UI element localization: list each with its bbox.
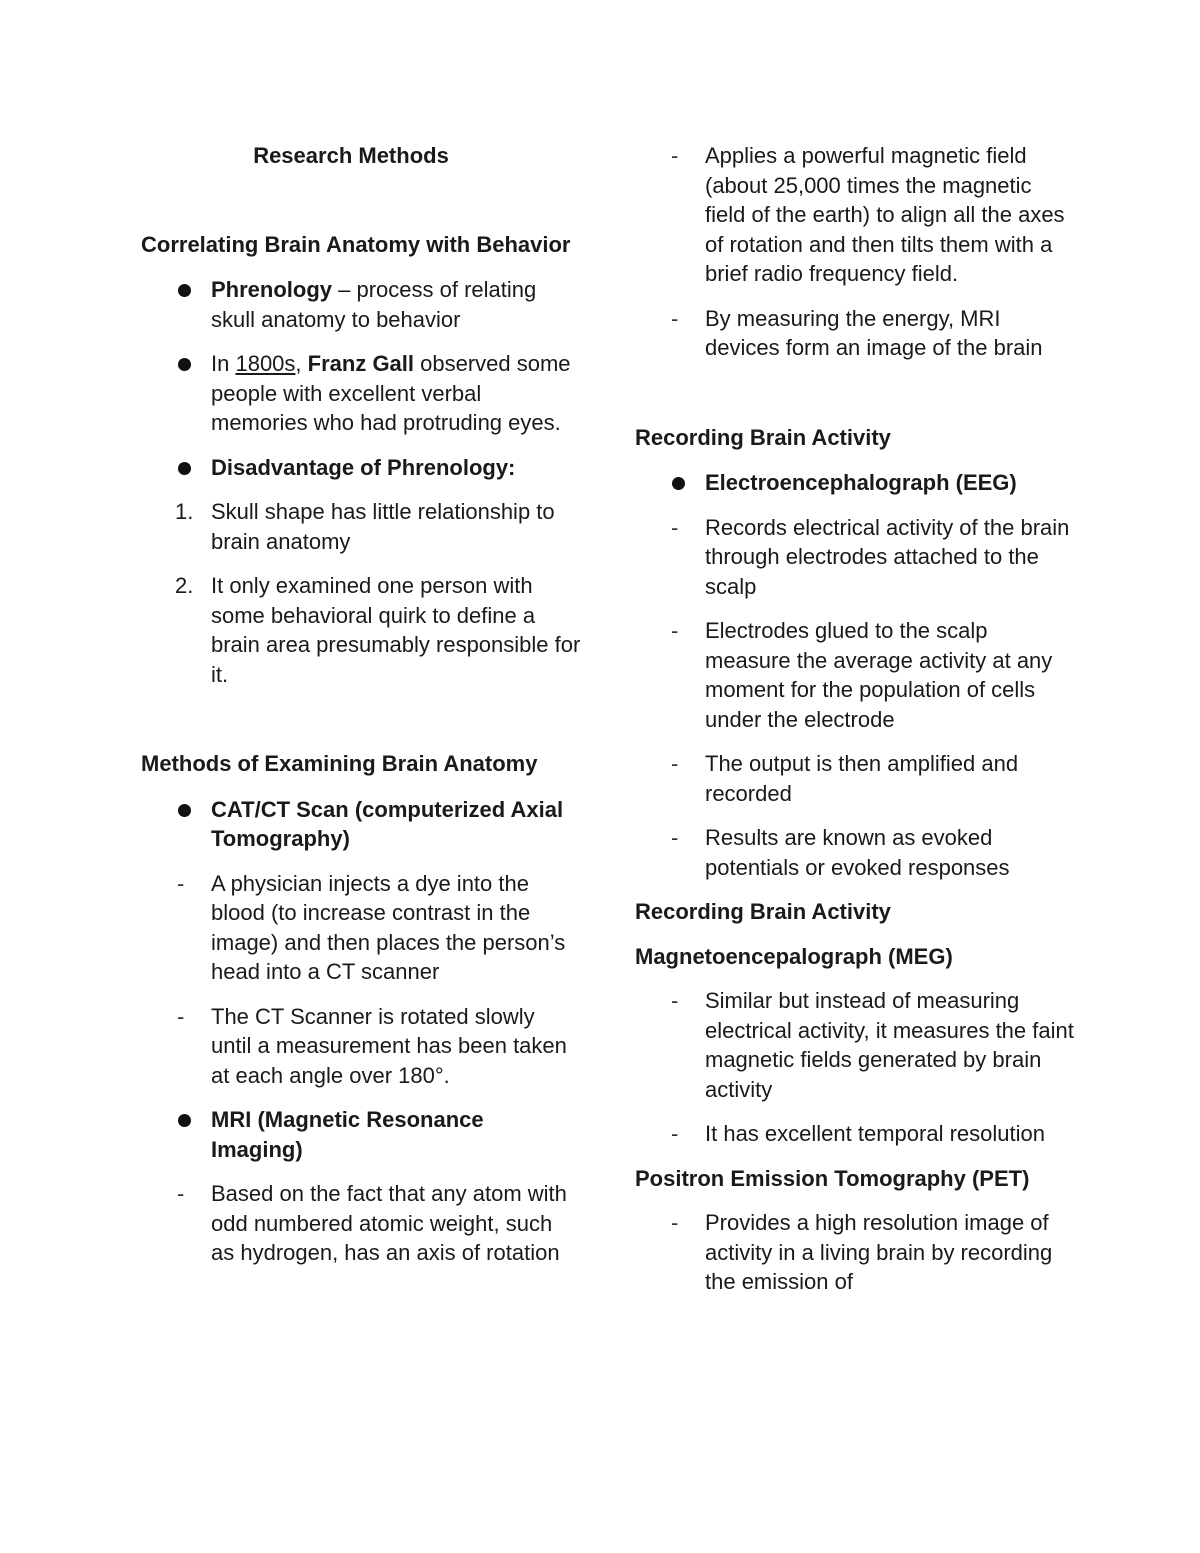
dash-marker: -	[671, 825, 679, 850]
bullet-mri	[141, 1105, 581, 1164]
dash-marker: -	[671, 514, 679, 540]
section-heading-recording: Recording Brain Activity	[635, 424, 891, 450]
dash-marker: -	[671, 1210, 679, 1235]
dash-item-text: Applies a powerful magnetic field (about 25,000 times the magnetic field of the earth) to align all the axes of rotation and then tilts them with a brief radio frequency field.	[705, 143, 1065, 286]
dash-item-pet-1	[635, 1208, 1075, 1297]
numbered-item-2	[141, 571, 581, 689]
dash-item-text: By measuring the energy, MRI devices form an image of the brain	[705, 305, 1043, 360]
numbered-item-text: It only examined one person with some behavioral quirk to define a brain area presumably responsible for it.	[211, 573, 581, 687]
dash-marker: -	[177, 870, 185, 896]
dash-marker: -	[671, 1121, 679, 1146]
bullet-dot-icon	[178, 804, 191, 817]
bullet-ct-scan	[141, 795, 581, 854]
section-heading-examining: Methods of Examining Brain Anatomy	[141, 751, 538, 776]
term-phrenology: Phrenology	[211, 277, 333, 302]
dash-marker: -	[671, 988, 679, 1013]
phrenology-definition: – process of relating skull anatomy to behavior	[211, 277, 537, 332]
dash-item-text: Provides a high resolution image of activity in a living brain by recording the emission of	[705, 1210, 1053, 1294]
mri-title: MRI (Magnetic Resonance Imaging)	[211, 1107, 484, 1162]
dash-item-text: Similar but instead of measuring electrical activity, it measures the faint magnetic fields generated by brain activity	[705, 988, 1074, 1102]
bullet-dot-icon	[672, 477, 685, 490]
dash-item-text: It has excellent temporal resolution	[705, 1121, 1045, 1146]
bullet-eeg	[635, 468, 1075, 498]
bullet-franz-gall	[141, 349, 581, 438]
bullet-phrenology	[141, 275, 581, 334]
section-heading-pet: Positron Emission Tomography (PET)	[635, 1165, 1030, 1191]
gall-in: In	[211, 351, 236, 376]
numbered-item-text: Skull shape has little relationship to brain anatomy	[211, 499, 555, 554]
dash-item-text: A physician injects a dye into the blood (to increase contrast in the image) and then places the person’s head into a CT scanner	[211, 870, 566, 984]
dash-item-ct-1	[141, 869, 581, 987]
bullet-disadvantage	[141, 453, 581, 483]
dash-item-mri-1	[141, 1179, 581, 1268]
dash-marker: -	[671, 751, 679, 776]
bullet-dot-icon	[178, 1114, 191, 1127]
disadvantage-label: Disadvantage of Phrenology:	[211, 454, 516, 480]
dash-item-text: The CT Scanner is rotated slowly until a measurement has been taken at each angle over 180°.	[211, 1003, 567, 1088]
section-heading-correlating: Correlating Brain Anatomy with Behavior	[141, 231, 571, 257]
gall-name: Franz Gall	[307, 351, 415, 376]
dash-item-eeg-4	[635, 823, 1075, 882]
dash-item-eeg-3	[635, 749, 1075, 808]
dash-marker: -	[671, 618, 679, 643]
right-column	[635, 141, 1075, 1297]
numbered-item-1	[141, 497, 581, 556]
gall-rest: observed some people with excellent verbal memories who had protruding eyes.	[211, 351, 571, 435]
dash-item-mri-2	[635, 141, 1075, 289]
dash-item-meg-2	[635, 1119, 1075, 1149]
dash-marker: -	[177, 1181, 185, 1206]
number-marker: 1.	[175, 499, 194, 524]
section-heading-recording-2: Recording Brain Activity	[635, 899, 891, 924]
ct-title: CAT/CT Scan (computerized Axial Tomography)	[211, 796, 564, 851]
eeg-title: Electroencephalograph (EEG)	[705, 470, 1017, 495]
dash-item-text: Electrodes glued to the scalp measure the average activity at any moment for the population of cells under the electrode	[705, 618, 1053, 732]
dash-item-eeg-1	[635, 513, 1075, 602]
dash-item-meg-1	[635, 986, 1075, 1104]
number-marker: 2.	[175, 573, 194, 598]
dash-item-text: Results are known as evoked potentials or evoked responses	[705, 825, 1010, 880]
bullet-dot-icon	[178, 284, 191, 297]
gall-year: 1800s	[235, 351, 296, 376]
dash-item-ct-2	[141, 1002, 581, 1091]
left-column	[141, 141, 581, 1268]
meg-title: Magnetoencepalograph (MEG)	[635, 943, 953, 969]
dash-item-mri-3	[635, 304, 1075, 363]
bullet-dot-icon	[178, 462, 191, 475]
dash-marker: -	[177, 1003, 185, 1029]
dash-item-text: The output is then amplified and recorded	[705, 751, 1019, 806]
dash-item-text: Records electrical activity of the brain through electrodes attached to the scalp	[705, 514, 1070, 599]
dash-marker: -	[671, 143, 679, 168]
gall-comma: ,	[295, 351, 308, 376]
bullet-dot-icon	[178, 358, 191, 371]
dash-marker: -	[671, 305, 679, 331]
dash-item-eeg-2	[635, 616, 1075, 734]
page-title: Research Methods	[253, 143, 449, 168]
dash-item-text: Based on the fact that any atom with odd numbered atomic weight, such as hydrogen, has an axis of rotation	[211, 1181, 567, 1265]
